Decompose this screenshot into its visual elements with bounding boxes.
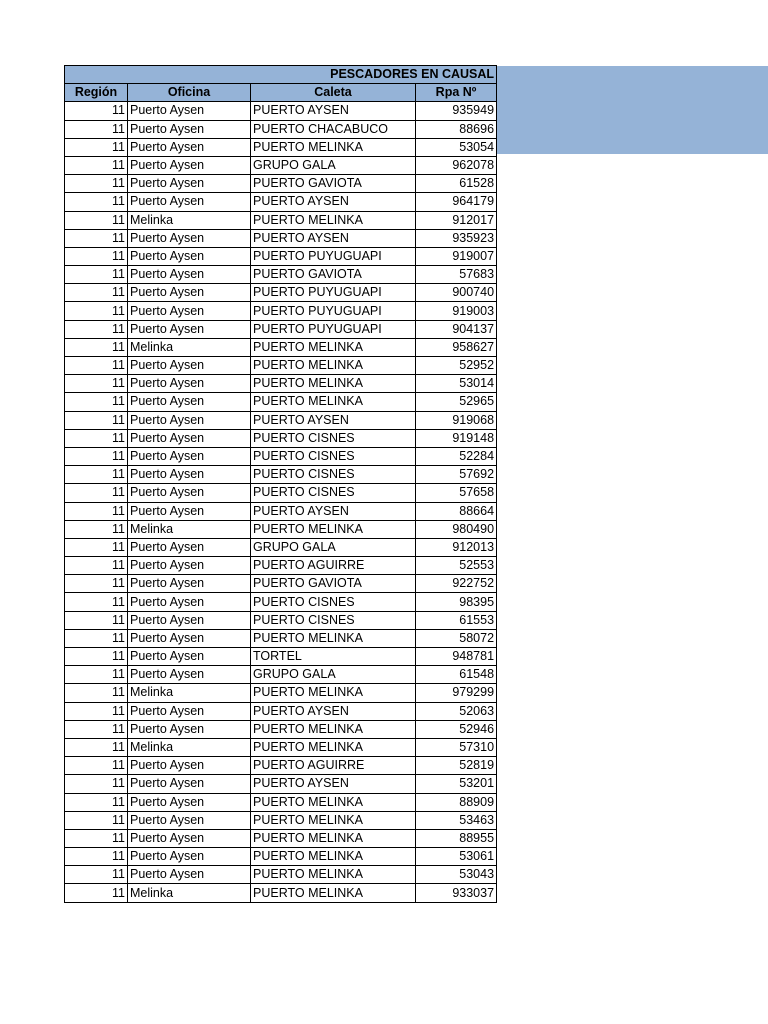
cell-caleta[interactable]: PUERTO MELINKA: [251, 684, 416, 702]
table-row: [65, 393, 497, 411]
cell-region[interactable]: 11: [65, 338, 128, 356]
header-oficina[interactable]: Oficina: [128, 84, 251, 102]
cell-caleta[interactable]: PUERTO AYSEN: [251, 702, 416, 720]
cell-rpa[interactable]: 53201: [416, 775, 497, 793]
cell-region[interactable]: 11: [65, 175, 128, 193]
cell-oficina[interactable]: Puerto Aysen: [128, 484, 251, 502]
table-row: [65, 175, 497, 193]
cell-region[interactable]: 11: [65, 357, 128, 375]
cell-region[interactable]: 11: [65, 447, 128, 465]
cell-caleta[interactable]: PUERTO MELINKA: [251, 629, 416, 647]
cell-rpa[interactable]: 52965: [416, 393, 497, 411]
cell-caleta[interactable]: PUERTO GAVIOTA: [251, 175, 416, 193]
cell-rpa[interactable]: 61548: [416, 666, 497, 684]
cell-oficina[interactable]: Puerto Aysen: [128, 102, 251, 120]
table-row: [65, 720, 497, 738]
cell-caleta[interactable]: PUERTO PUYUGUAPI: [251, 284, 416, 302]
table-row: [65, 429, 497, 447]
cell-caleta[interactable]: PUERTO AYSEN: [251, 502, 416, 520]
cell-caleta[interactable]: PUERTO CISNES: [251, 447, 416, 465]
table-row: [65, 629, 497, 647]
cell-rpa[interactable]: 53014: [416, 375, 497, 393]
table-row: [65, 411, 497, 429]
cell-rpa[interactable]: 922752: [416, 575, 497, 593]
cell-caleta[interactable]: PUERTO PUYUGUAPI: [251, 247, 416, 265]
table-row: [65, 611, 497, 629]
cell-rpa[interactable]: 88909: [416, 793, 497, 811]
cell-oficina[interactable]: Melinka: [128, 338, 251, 356]
cell-rpa[interactable]: 52952: [416, 357, 497, 375]
cell-caleta[interactable]: PUERTO MELINKA: [251, 211, 416, 229]
cell-caleta[interactable]: PUERTO MELINKA: [251, 848, 416, 866]
cell-oficina[interactable]: Puerto Aysen: [128, 393, 251, 411]
header-caleta[interactable]: Caleta: [251, 84, 416, 102]
cell-rpa[interactable]: 919068: [416, 411, 497, 429]
cell-oficina[interactable]: Puerto Aysen: [128, 829, 251, 847]
cell-caleta[interactable]: PUERTO AYSEN: [251, 193, 416, 211]
cell-region[interactable]: 11: [65, 611, 128, 629]
table-row: [65, 648, 497, 666]
cell-rpa[interactable]: 935949: [416, 102, 497, 120]
cell-oficina[interactable]: Puerto Aysen: [128, 466, 251, 484]
cell-caleta[interactable]: PUERTO AYSEN: [251, 102, 416, 120]
cell-rpa[interactable]: 964179: [416, 193, 497, 211]
cell-oficina[interactable]: Puerto Aysen: [128, 866, 251, 884]
cell-oficina[interactable]: Puerto Aysen: [128, 775, 251, 793]
cell-region[interactable]: 11: [65, 102, 128, 120]
table-row: [65, 702, 497, 720]
cell-region[interactable]: 11: [65, 156, 128, 174]
cell-rpa[interactable]: 958627: [416, 338, 497, 356]
table-row: [65, 156, 497, 174]
cell-region[interactable]: 11: [65, 520, 128, 538]
table-row: [65, 338, 497, 356]
table-row: [65, 211, 497, 229]
cell-caleta[interactable]: PUERTO MELINKA: [251, 138, 416, 156]
table-row: [65, 447, 497, 465]
table-row: [65, 520, 497, 538]
cell-caleta[interactable]: PUERTO PUYUGUAPI: [251, 320, 416, 338]
cell-caleta[interactable]: PUERTO MELINKA: [251, 520, 416, 538]
cell-caleta[interactable]: PUERTO MELINKA: [251, 375, 416, 393]
cell-region[interactable]: 11: [65, 648, 128, 666]
cell-oficina[interactable]: Melinka: [128, 884, 251, 902]
cell-oficina[interactable]: Melinka: [128, 520, 251, 538]
cell-region[interactable]: 11: [65, 247, 128, 265]
table-row: [65, 557, 497, 575]
cell-caleta[interactable]: PUERTO MELINKA: [251, 720, 416, 738]
cell-rpa[interactable]: 962078: [416, 156, 497, 174]
table-row: [65, 666, 497, 684]
cell-region[interactable]: 11: [65, 429, 128, 447]
table-row: [65, 266, 497, 284]
cell-caleta[interactable]: PUERTO CISNES: [251, 429, 416, 447]
cell-region[interactable]: 11: [65, 757, 128, 775]
cell-caleta[interactable]: PUERTO CHACABUCO: [251, 120, 416, 138]
cell-rpa[interactable]: 52819: [416, 757, 497, 775]
table-row: [65, 793, 497, 811]
table-row: [65, 575, 497, 593]
cell-oficina[interactable]: Puerto Aysen: [128, 284, 251, 302]
cell-rpa[interactable]: 912017: [416, 211, 497, 229]
cell-oficina[interactable]: Puerto Aysen: [128, 247, 251, 265]
cell-rpa[interactable]: 52553: [416, 557, 497, 575]
cell-rpa[interactable]: 53054: [416, 138, 497, 156]
cell-oficina[interactable]: Puerto Aysen: [128, 357, 251, 375]
table-row: [65, 247, 497, 265]
title-row: [65, 66, 497, 84]
cell-rpa[interactable]: 53061: [416, 848, 497, 866]
cell-oficina[interactable]: Puerto Aysen: [128, 757, 251, 775]
cell-rpa[interactable]: 61553: [416, 611, 497, 629]
table-row: [65, 829, 497, 847]
cell-caleta[interactable]: PUERTO AGUIRRE: [251, 557, 416, 575]
cell-caleta[interactable]: PUERTO MELINKA: [251, 884, 416, 902]
fishers-table: [64, 65, 497, 903]
cell-oficina[interactable]: Puerto Aysen: [128, 538, 251, 556]
cell-region[interactable]: 11: [65, 302, 128, 320]
cell-region[interactable]: 11: [65, 793, 128, 811]
table-row: [65, 848, 497, 866]
cell-region[interactable]: 11: [65, 229, 128, 247]
cell-oficina[interactable]: Puerto Aysen: [128, 375, 251, 393]
cell-rpa[interactable]: 52063: [416, 702, 497, 720]
cell-caleta[interactable]: PUERTO AGUIRRE: [251, 757, 416, 775]
table-row: [65, 484, 497, 502]
cell-caleta[interactable]: PUERTO MELINKA: [251, 338, 416, 356]
cell-rpa[interactable]: 57692: [416, 466, 497, 484]
table-row: [65, 593, 497, 611]
table-body: [65, 102, 497, 902]
cell-rpa[interactable]: 57310: [416, 738, 497, 756]
table-row: [65, 502, 497, 520]
cell-caleta[interactable]: PUERTO MELINKA: [251, 793, 416, 811]
table-row: [65, 738, 497, 756]
cell-rpa[interactable]: 980490: [416, 520, 497, 538]
cell-region[interactable]: 11: [65, 538, 128, 556]
cell-oficina[interactable]: Puerto Aysen: [128, 811, 251, 829]
table-row: [65, 466, 497, 484]
table-row: [65, 138, 497, 156]
cell-region[interactable]: 11: [65, 666, 128, 684]
cell-oficina[interactable]: Puerto Aysen: [128, 429, 251, 447]
cell-rpa[interactable]: 919003: [416, 302, 497, 320]
table-row: [65, 775, 497, 793]
table-row: [65, 375, 497, 393]
header-region[interactable]: Región: [65, 84, 128, 102]
cell-oficina[interactable]: Puerto Aysen: [128, 302, 251, 320]
cell-rpa[interactable]: 57658: [416, 484, 497, 502]
table-row: [65, 684, 497, 702]
cell-caleta[interactable]: PUERTO AYSEN: [251, 229, 416, 247]
cell-oficina[interactable]: Puerto Aysen: [128, 175, 251, 193]
cell-rpa[interactable]: 52284: [416, 447, 497, 465]
cell-rpa[interactable]: 53463: [416, 811, 497, 829]
cell-rpa[interactable]: 88955: [416, 829, 497, 847]
cell-region[interactable]: 11: [65, 466, 128, 484]
table-row: [65, 102, 497, 120]
cell-oficina[interactable]: Puerto Aysen: [128, 666, 251, 684]
table-row: [65, 538, 497, 556]
cell-oficina[interactable]: Puerto Aysen: [128, 848, 251, 866]
cell-region[interactable]: 11: [65, 575, 128, 593]
table-row: [65, 757, 497, 775]
cell-rpa[interactable]: 948781: [416, 648, 497, 666]
header-band-extension: [496, 66, 768, 154]
cell-caleta[interactable]: TORTEL: [251, 648, 416, 666]
cell-oficina[interactable]: Puerto Aysen: [128, 557, 251, 575]
cell-region[interactable]: 11: [65, 811, 128, 829]
cell-caleta[interactable]: PUERTO PUYUGUAPI: [251, 302, 416, 320]
cell-caleta[interactable]: PUERTO AYSEN: [251, 411, 416, 429]
cell-rpa[interactable]: 52946: [416, 720, 497, 738]
cell-region[interactable]: 11: [65, 775, 128, 793]
cell-oficina[interactable]: Puerto Aysen: [128, 611, 251, 629]
header-rpa[interactable]: Rpa Nº: [416, 84, 497, 102]
cell-rpa[interactable]: 935923: [416, 229, 497, 247]
cell-rpa[interactable]: 58072: [416, 629, 497, 647]
table-row: [65, 357, 497, 375]
table-row: [65, 866, 497, 884]
cell-caleta[interactable]: PUERTO MELINKA: [251, 811, 416, 829]
cell-oficina[interactable]: Puerto Aysen: [128, 320, 251, 338]
cell-region[interactable]: 11: [65, 266, 128, 284]
cell-rpa[interactable]: 88696: [416, 120, 497, 138]
cell-oficina[interactable]: Melinka: [128, 684, 251, 702]
cell-caleta[interactable]: PUERTO MELINKA: [251, 829, 416, 847]
cell-oficina[interactable]: Melinka: [128, 738, 251, 756]
cell-rpa[interactable]: 53043: [416, 866, 497, 884]
cell-caleta[interactable]: PUERTO CISNES: [251, 593, 416, 611]
cell-oficina[interactable]: Puerto Aysen: [128, 629, 251, 647]
cell-oficina[interactable]: Puerto Aysen: [128, 120, 251, 138]
cell-caleta[interactable]: PUERTO GAVIOTA: [251, 266, 416, 284]
cell-caleta[interactable]: PUERTO MELINKA: [251, 357, 416, 375]
table-row: [65, 120, 497, 138]
table-row: [65, 193, 497, 211]
cell-region[interactable]: 11: [65, 884, 128, 902]
cell-region[interactable]: 11: [65, 593, 128, 611]
cell-caleta[interactable]: PUERTO GAVIOTA: [251, 575, 416, 593]
cell-oficina[interactable]: Puerto Aysen: [128, 575, 251, 593]
cell-rpa[interactable]: 919007: [416, 247, 497, 265]
column-header-row: [65, 84, 497, 102]
cell-oficina[interactable]: Puerto Aysen: [128, 411, 251, 429]
cell-rpa[interactable]: 88664: [416, 502, 497, 520]
table-row: [65, 284, 497, 302]
cell-oficina[interactable]: Puerto Aysen: [128, 502, 251, 520]
cell-oficina[interactable]: Puerto Aysen: [128, 702, 251, 720]
cell-rpa[interactable]: 919148: [416, 429, 497, 447]
cell-rpa[interactable]: 904137: [416, 320, 497, 338]
cell-oficina[interactable]: Puerto Aysen: [128, 193, 251, 211]
cell-rpa[interactable]: 900740: [416, 284, 497, 302]
cell-region[interactable]: 11: [65, 502, 128, 520]
cell-region[interactable]: 11: [65, 193, 128, 211]
cell-caleta[interactable]: PUERTO AYSEN: [251, 775, 416, 793]
cell-caleta[interactable]: PUERTO MELINKA: [251, 393, 416, 411]
cell-rpa[interactable]: 933037: [416, 884, 497, 902]
table-row: [65, 811, 497, 829]
cell-rpa[interactable]: 912013: [416, 538, 497, 556]
sheet-title: PESCADORES EN CAUSAL: [65, 66, 497, 84]
cell-oficina[interactable]: Puerto Aysen: [128, 447, 251, 465]
cell-region[interactable]: 11: [65, 484, 128, 502]
cell-rpa[interactable]: 98395: [416, 593, 497, 611]
cell-region[interactable]: 11: [65, 211, 128, 229]
cell-oficina[interactable]: Puerto Aysen: [128, 720, 251, 738]
cell-oficina[interactable]: Puerto Aysen: [128, 156, 251, 174]
cell-oficina[interactable]: Puerto Aysen: [128, 229, 251, 247]
cell-region[interactable]: 11: [65, 848, 128, 866]
cell-caleta[interactable]: GRUPO GALA: [251, 156, 416, 174]
cell-region[interactable]: 11: [65, 557, 128, 575]
cell-region[interactable]: 11: [65, 629, 128, 647]
cell-caleta[interactable]: PUERTO MELINKA: [251, 738, 416, 756]
cell-oficina[interactable]: Puerto Aysen: [128, 266, 251, 284]
cell-region[interactable]: 11: [65, 738, 128, 756]
cell-region[interactable]: 11: [65, 138, 128, 156]
cell-region[interactable]: 11: [65, 120, 128, 138]
cell-oficina[interactable]: Puerto Aysen: [128, 138, 251, 156]
table-row: [65, 320, 497, 338]
cell-region[interactable]: 11: [65, 684, 128, 702]
cell-region[interactable]: 11: [65, 375, 128, 393]
cell-caleta[interactable]: GRUPO GALA: [251, 538, 416, 556]
cell-region[interactable]: 11: [65, 284, 128, 302]
cell-rpa[interactable]: 57683: [416, 266, 497, 284]
cell-caleta[interactable]: PUERTO CISNES: [251, 611, 416, 629]
cell-oficina[interactable]: Puerto Aysen: [128, 793, 251, 811]
cell-region[interactable]: 11: [65, 393, 128, 411]
cell-caleta[interactable]: GRUPO GALA: [251, 666, 416, 684]
cell-region[interactable]: 11: [65, 702, 128, 720]
cell-rpa[interactable]: 979299: [416, 684, 497, 702]
cell-oficina[interactable]: Puerto Aysen: [128, 648, 251, 666]
cell-caleta[interactable]: PUERTO CISNES: [251, 466, 416, 484]
cell-oficina[interactable]: Puerto Aysen: [128, 593, 251, 611]
cell-rpa[interactable]: 61528: [416, 175, 497, 193]
cell-region[interactable]: 11: [65, 829, 128, 847]
cell-region[interactable]: 11: [65, 411, 128, 429]
cell-region[interactable]: 11: [65, 720, 128, 738]
cell-region[interactable]: 11: [65, 320, 128, 338]
table-row: [65, 229, 497, 247]
cell-oficina[interactable]: Melinka: [128, 211, 251, 229]
table-row: [65, 302, 497, 320]
cell-caleta[interactable]: PUERTO MELINKA: [251, 866, 416, 884]
cell-region[interactable]: 11: [65, 866, 128, 884]
cell-caleta[interactable]: PUERTO CISNES: [251, 484, 416, 502]
table-row: [65, 884, 497, 902]
